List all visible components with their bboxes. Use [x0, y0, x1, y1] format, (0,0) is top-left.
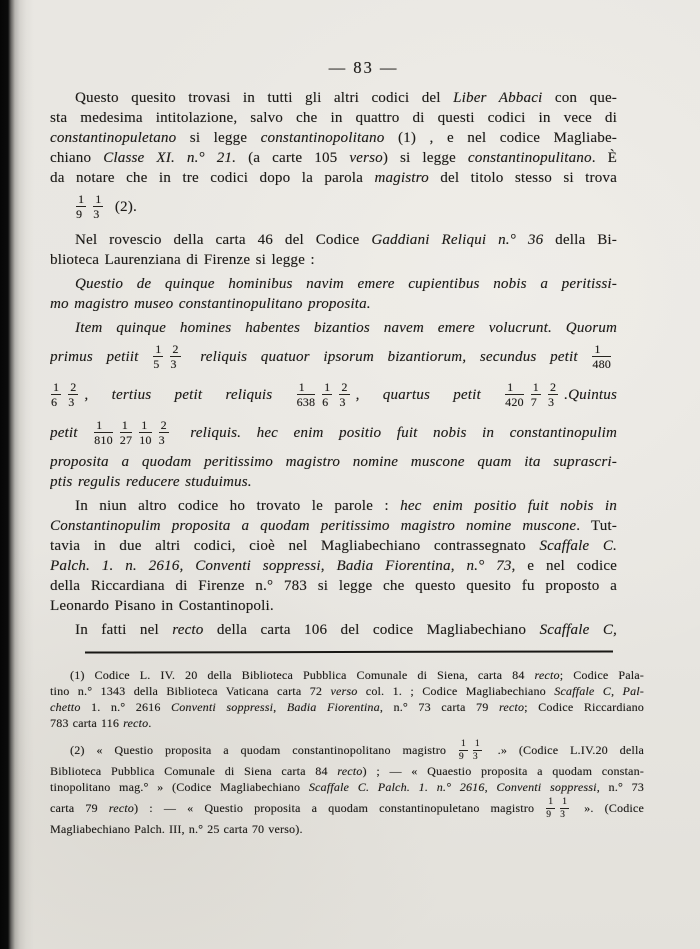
italic-text: recto [337, 764, 363, 778]
italic-text: recto [498, 700, 525, 714]
text-line [50, 274, 617, 294]
text: ; Codice Pala- [559, 668, 644, 682]
italic-text: Liber Abbaci [453, 90, 543, 106]
italic-text: recto [123, 716, 149, 730]
paragraph [50, 318, 617, 492]
italic-text: n.° 73 [466, 558, 512, 574]
text: In niun altro codice ho trovato le parole : [75, 498, 401, 514]
text: da notare che in tre codici dopo la parola [50, 170, 375, 186]
fraction: $\frac{1}{6}$ [322, 379, 331, 409]
paragraph [50, 496, 617, 616]
italic-text: Scaffale C, [539, 622, 617, 638]
italic-text: , quartus petit [355, 387, 505, 403]
italic-text: recto [108, 801, 135, 815]
text: blioteca Laurenziana di Firenze si legge : [50, 252, 315, 268]
text: (1) Codice L. IV. 20 della Biblioteca Pubblica Comunale di Siena, carta 84 [70, 668, 535, 682]
italic-text: , tertius petit reliquis [84, 387, 296, 403]
text-line [50, 128, 617, 148]
fraction: $\frac{1}{9}$ [546, 797, 554, 820]
italic-text: Questio de quinque hominibus navim emere cupientibus nobis a peritissi- [75, 276, 617, 292]
text: ) ; — « Quaestio proposita a quodam constan- [362, 764, 644, 778]
fraction: $\frac{1}{10}$ [139, 417, 152, 447]
text-block [50, 58, 644, 837]
text: . Tut- [576, 518, 617, 534]
footnotes [50, 667, 644, 837]
text: ». (Codice [573, 801, 644, 815]
paragraph [50, 274, 617, 314]
text-line [50, 148, 617, 168]
text: col. 1. ; Codice Magliabechiano [357, 684, 555, 698]
text: , [450, 558, 467, 574]
text: , [484, 780, 497, 794]
text: tinopolitano mag.° » (Codice Magliabechiano [50, 780, 309, 794]
text: ; Codice Riccardiano [524, 700, 644, 714]
text: Magliabechiano Palch. III, n.° 25 carta 70 verso). [50, 822, 303, 836]
text: ) : — « Questio proposita a quodam constantinopuletano magistro [134, 801, 546, 815]
text: Biblioteca Pubblica Comunale di Siena carta 84 [50, 764, 338, 778]
italic-text: .Quintus [564, 387, 617, 403]
fraction: $\frac{1}{3}$ [560, 797, 568, 820]
body-text [50, 88, 617, 640]
italic-text: verso [330, 684, 358, 698]
text-line [50, 737, 644, 763]
fraction: $\frac{2}{3}$ [158, 417, 167, 447]
italic-text: petit [50, 425, 94, 441]
fraction: $\frac{2}{3}$ [547, 379, 557, 409]
italic-text: Conventi soppressi [195, 558, 321, 574]
italic-text: recto [534, 668, 560, 682]
text: , [273, 700, 287, 714]
text: .» (Codice L.IV.20 della [485, 743, 644, 757]
italic-text: Palch. 1. n. 2616, [50, 558, 184, 574]
text: (2) « Questio proposita a quodam constantinopolitano magistro [70, 743, 458, 757]
italic-text: magistro [374, 170, 429, 186]
binding-shadow [0, 0, 34, 949]
italic-text: mo magistro museo constantinopulitano proposita. [50, 296, 371, 312]
text: della Bi- [543, 232, 617, 248]
fraction: $\frac{1}{6}$ [51, 379, 60, 409]
text: della carta 106 del codice Magliabechiano [203, 622, 540, 638]
text [183, 558, 195, 574]
italic-text: constantinopuletano [50, 130, 177, 146]
text-line [50, 779, 644, 795]
italic-text: Scaffale C. [539, 538, 617, 554]
italic-text: Badia Fiorentina [336, 558, 451, 574]
text: si legge [176, 130, 261, 146]
text-line [50, 496, 617, 516]
italic-text: Scaffale C, Pal- [554, 684, 644, 698]
text: tino n.° 1343 della Biblioteca Vaticana carta 72 [50, 684, 331, 698]
text: , [320, 558, 337, 574]
text: con que- [542, 90, 617, 106]
text-line [50, 250, 617, 270]
text-line [50, 338, 617, 376]
text-line [50, 596, 617, 616]
text: sta medesima intitolazione, salvo che in quattro di questi codici in vece di [50, 110, 617, 126]
text-line [50, 452, 617, 472]
fraction: $\frac{2}{3}$ [68, 379, 77, 409]
italic-text: hec enim positio fuit nobis in [400, 498, 617, 514]
text-line [50, 472, 617, 492]
italic-text: ptis regulis reducere studuimus. [50, 474, 252, 490]
paragraph [50, 620, 617, 640]
fraction: $\frac{2}{3}$ [170, 341, 179, 371]
fraction: $\frac{2}{3}$ [339, 379, 348, 409]
fraction: $\frac{1}{638}$ [296, 379, 316, 409]
fraction: $\frac{1}{3}$ [93, 191, 102, 221]
italic-text: Conventi soppressi [496, 780, 597, 794]
text: Leonardo Pisano in Costantinopoli. [50, 598, 274, 614]
text-line [50, 294, 617, 314]
text: (2). [109, 199, 137, 215]
text-line [50, 168, 617, 188]
footnote-separator [85, 650, 613, 653]
text-line [50, 318, 617, 338]
italic-text: Constantinopulim proposita a quodam peritissimo magistro nomine muscone [50, 518, 577, 534]
text: Nel rovescio della carta 46 del Codice [75, 232, 372, 248]
fraction: $\frac{1}{3}$ [472, 739, 480, 762]
fraction: $\frac{1}{480}$ [592, 341, 611, 371]
text: . È [591, 150, 617, 166]
fraction: $\frac{1}{9}$ [458, 739, 466, 762]
text: , n.° 73 [596, 780, 644, 794]
text-line [50, 188, 617, 226]
text-line [50, 230, 617, 250]
text-line [50, 763, 644, 779]
italic-text: primus petiit [50, 349, 153, 365]
paragraph [50, 230, 617, 270]
text: carta 79 [50, 801, 109, 815]
text-line [50, 516, 617, 536]
italic-text: verso [349, 150, 383, 166]
text-line [50, 376, 617, 414]
text-line [50, 667, 644, 683]
italic-text: proposita a quodam peritissimo magistro nomine muscone quam ita suprascri- [50, 454, 617, 470]
text: della Riccardiana di Firenze n.° 783 si legge che questo quesito fu proposto a [50, 578, 617, 594]
text: 1. n.° 2616 [80, 700, 172, 714]
text: . [148, 716, 152, 730]
text-line [50, 536, 617, 556]
text-line [50, 699, 644, 715]
italic-text: Classe XI. n.° 21. [103, 150, 237, 166]
text: In fatti nel [75, 622, 173, 638]
text: del titolo stesso si trova [428, 170, 617, 186]
fraction: $\frac{1}{5}$ [153, 341, 162, 371]
text-line [50, 88, 617, 108]
italic-text: chetto [50, 700, 81, 714]
paragraph [50, 88, 617, 226]
text: chiano [50, 150, 104, 166]
text-line [50, 556, 617, 576]
italic-text: recto [172, 622, 204, 638]
italic-text: Badia Fiorentina [286, 700, 380, 714]
footnote [50, 737, 644, 837]
italic-text: constantinopolitano [260, 130, 385, 146]
page-number: — 83 — [328, 58, 399, 77]
fraction: $\frac{1}{810}$ [94, 417, 113, 447]
italic-text: Scaffale C. Palch. 1. n.° 2616 [308, 780, 485, 794]
text-line [50, 715, 644, 731]
text-line [50, 821, 644, 837]
italic-text: reliquis quatuor ipsorum bizantiorum, secundus petit [186, 349, 592, 365]
italic-text: Item quinque homines habentes bizantios navem emere volucrunt. Quorum [75, 320, 617, 336]
fraction: $\frac{1}{27}$ [119, 417, 133, 447]
text: 783 carta 116 [50, 716, 124, 730]
text-line [50, 108, 617, 128]
text: , n.° 73 carta 79 [379, 700, 499, 714]
text: tavia in due altri codici, cioè nel Magliabechiano contrassegnato [50, 538, 540, 554]
italic-text: reliquis. hec enim positio fuit nobis in constantinopulim [174, 425, 617, 441]
text-line [50, 576, 617, 596]
footnote [50, 667, 644, 731]
text-line [50, 795, 644, 821]
text: Questo quesito trovasi in tutti gli altri codici del [75, 90, 454, 106]
fraction: $\frac{1}{7}$ [530, 379, 539, 409]
italic-text: Gaddiani Reliqui n.° 36 [371, 232, 544, 248]
text-line [50, 683, 644, 699]
fraction: $\frac{1}{420}$ [505, 379, 524, 409]
italic-text: Conventi soppressi [171, 700, 274, 714]
text-line [50, 414, 617, 452]
italic-text: constantinopulitano [467, 150, 592, 166]
text-line [50, 620, 617, 640]
text: (1) , e nel codice Magliabe- [384, 130, 617, 146]
text: ) si legge [382, 150, 468, 166]
fraction: $\frac{1}{9}$ [76, 191, 85, 221]
text: (a carte 105 [236, 150, 350, 166]
text: , e nel codice [511, 558, 617, 574]
